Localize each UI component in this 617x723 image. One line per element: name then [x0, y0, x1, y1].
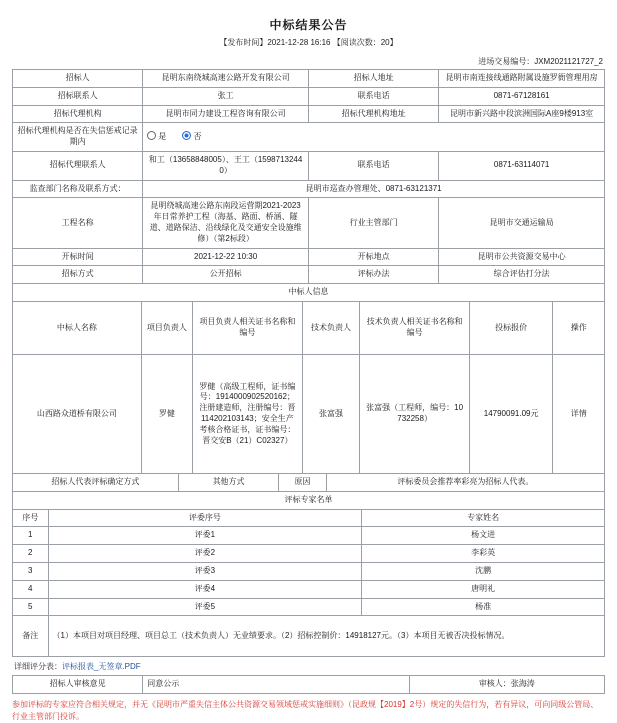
agency-contact-phone-value: 0871-63114071	[439, 151, 605, 180]
auditor-cell	[409, 676, 604, 694]
list-item	[13, 562, 605, 580]
bid-open-time-value: 2021-12-22 10:30	[143, 248, 309, 266]
agency-address-label: 招标代理机构地址	[308, 105, 438, 123]
tenderer-address-label: 招标人地址	[308, 70, 438, 88]
table-row	[13, 105, 605, 123]
project-name-value: 昆明绕城高速公路东南段运营期2021-2023年日常养护工程（海基、路面、桥涵、隧道、道路保洁、沿线绿化及交通安全设施维修）（第2标段）	[143, 198, 309, 248]
winner-section-header-row	[13, 284, 605, 302]
winner-table-header	[13, 301, 605, 354]
expert-code: 评委3	[48, 562, 362, 580]
eval-method-label: 评标办法	[308, 266, 438, 284]
experts-table-header	[13, 509, 605, 527]
expert-index: 2	[13, 545, 49, 563]
expert-index: 5	[13, 598, 49, 616]
auditor-value: 张海涛	[510, 679, 535, 689]
contact-phone-label: 联系电话	[308, 87, 438, 105]
agency-label: 招标代理机构	[13, 105, 143, 123]
punish-yes-option[interactable]	[147, 131, 166, 143]
agency-value: 昆明市同力建设工程咨询有限公司	[143, 105, 309, 123]
winner-price: 14790091.09元	[469, 354, 553, 473]
attachment-label: 详细评分表：	[14, 662, 62, 672]
col-tech-lead: 技术负责人	[302, 301, 360, 354]
list-item	[13, 580, 605, 598]
punish-no-label: 否	[193, 132, 202, 142]
table-row	[13, 123, 605, 152]
bid-open-place-label: 开标地点	[308, 248, 438, 266]
supervise-label: 监查部门名称及联系方式：	[13, 180, 143, 198]
list-item	[13, 598, 605, 616]
col-expert-name: 专家姓名	[362, 509, 605, 527]
remark-label: 备注	[13, 616, 49, 657]
auditor-label: 审核人：	[478, 679, 511, 689]
confirm-method-label: 招标人代表评标确定方式	[13, 473, 179, 491]
supervise-value: 昆明市巡查办管理处、0871-63121371	[143, 180, 605, 198]
expert-code: 评委5	[48, 598, 362, 616]
table-row	[13, 676, 605, 694]
table-row	[13, 151, 605, 180]
col-tech-cert: 技术负责人相关证书名称和编号	[360, 301, 469, 354]
experts-section-title: 评标专家名单	[13, 491, 605, 509]
attachment-link[interactable]: 评标报表_无签章.PDF	[62, 662, 141, 672]
opinion-table	[12, 675, 605, 694]
trade-code-label: 进场交易编号：	[478, 57, 535, 66]
winner-section-title: 中标人信息	[13, 284, 605, 302]
list-item	[13, 527, 605, 545]
expert-name: 唐明礼	[362, 580, 605, 598]
expert-name: 沈鹏	[362, 562, 605, 580]
expert-index: 1	[13, 527, 49, 545]
expert-code: 评委1	[48, 527, 362, 545]
opinion-value: 同意公示	[143, 676, 409, 694]
industry-dept-label: 行业主管部门	[308, 198, 438, 248]
expert-code: 评委2	[48, 545, 362, 563]
tender-mode-label: 招标方式	[13, 266, 143, 284]
contact-value: 张工	[143, 87, 309, 105]
bid-open-place-value: 昆明市公共资源交易中心	[439, 248, 605, 266]
tenderer-address-value: 昆明市南连接线通路附属设施罗衙管理用房	[439, 70, 605, 88]
tenderer-label: 招标人	[13, 70, 143, 88]
trade-code-line	[12, 56, 603, 67]
col-expert-code: 评委序号	[48, 509, 362, 527]
experts-table	[12, 509, 605, 658]
winner-detail-link[interactable]: 详情	[553, 354, 605, 473]
table-row	[13, 266, 605, 284]
attachment-line	[14, 661, 605, 672]
expert-index: 4	[13, 580, 49, 598]
col-pm-cert: 项目负责人相关证书名称和编号	[193, 301, 302, 354]
winner-name: 山西路众道桥有限公司	[13, 354, 142, 473]
tender-mode-value: 公开招标	[143, 266, 309, 284]
bid-open-time-label: 开标时间	[13, 248, 143, 266]
reason-value: 评标委员会推荐率彩亮为招标人代表。	[326, 473, 604, 491]
expert-index: 3	[13, 562, 49, 580]
punish-status-options	[143, 123, 605, 152]
winner-tech: 张富强	[302, 354, 360, 473]
page-title: 中标结果公告	[269, 18, 348, 32]
agency-contact-value: 和工（13658848005）、王工（15987132440）	[143, 151, 309, 180]
table-row	[13, 616, 605, 657]
table-row	[13, 70, 605, 88]
announcement-table	[12, 69, 605, 302]
agency-address-value: 昆明市新兴路中段滨洲国际A座9楼913室	[439, 105, 605, 123]
confirm-table	[12, 473, 605, 510]
table-row	[13, 248, 605, 266]
eval-method-value: 综合评估打分法	[439, 266, 605, 284]
punish-yes-label: 是	[158, 132, 167, 142]
table-row	[13, 180, 605, 198]
table-row	[13, 198, 605, 248]
col-bid-price: 投标报价	[469, 301, 553, 354]
reason-label: 原因	[279, 473, 326, 491]
radio-checked-icon[interactable]	[182, 131, 191, 140]
expert-name: 李彩英	[362, 545, 605, 563]
expert-name: 杨准	[362, 598, 605, 616]
contact-label: 招标联系人	[13, 87, 143, 105]
expert-code: 评委4	[48, 580, 362, 598]
winner-table	[12, 301, 605, 474]
col-winner-name: 中标人名称	[13, 301, 142, 354]
punish-status-label: 招标代理机构是否在失信惩戒记录期内	[13, 123, 143, 152]
winner-pm: 罗健	[141, 354, 192, 473]
footnote-warning: 参加评标的专家应符合相关规定，并无《昆明市严重失信主体公共资源交易领域惩戒实施细则》（昆政规【2019】2号）规定的失信行为，若有异议，可向同级公管局、行业主管部门投诉。	[12, 700, 599, 722]
col-action: 操作	[553, 301, 605, 354]
publish-info: 【发布时间】2021-12-28 16:16 【阅读次数：20】	[219, 38, 398, 47]
opinion-label: 招标人审核意见	[13, 676, 143, 694]
punish-no-option[interactable]	[182, 131, 201, 143]
expert-name: 杨文进	[362, 527, 605, 545]
table-row	[13, 473, 605, 491]
table-row	[13, 87, 605, 105]
agency-contact-phone-label: 联系电话	[308, 151, 438, 180]
experts-section-header-row	[13, 491, 605, 509]
confirm-method-value: 其他方式	[178, 473, 279, 491]
col-index: 序号	[13, 509, 49, 527]
radio-unchecked-icon[interactable]	[147, 131, 156, 140]
table-row	[13, 354, 605, 473]
list-item	[13, 545, 605, 563]
agency-contact-label: 招标代理联系人	[13, 151, 143, 180]
contact-phone-value: 0871-67128161	[439, 87, 605, 105]
remark-value: （1）本项目对项目经理、项目总工（技术负责人）无业绩要求。（2）招标控制价：14918127元。（3）本项目无被否决投标情况。	[48, 616, 604, 657]
tenderer-value: 昆明东南绕城高速公路开发有限公司	[143, 70, 309, 88]
col-project-manager: 项目负责人	[141, 301, 192, 354]
project-name-label: 工程名称	[13, 198, 143, 248]
winner-tech-cert: 张富强（工程师，编号：10732258）	[360, 354, 469, 473]
industry-dept-value: 昆明市交通运输局	[439, 198, 605, 248]
winner-pm-cert: 罗健（高级工程师，证书编号：1914000902520162；注册建造师，注册编号：晋114202103143；安全生产考核合格证书，证书编号：晋交安B（21）C02327）	[193, 354, 302, 473]
trade-code-value: JXM2021121727_2	[534, 57, 603, 66]
